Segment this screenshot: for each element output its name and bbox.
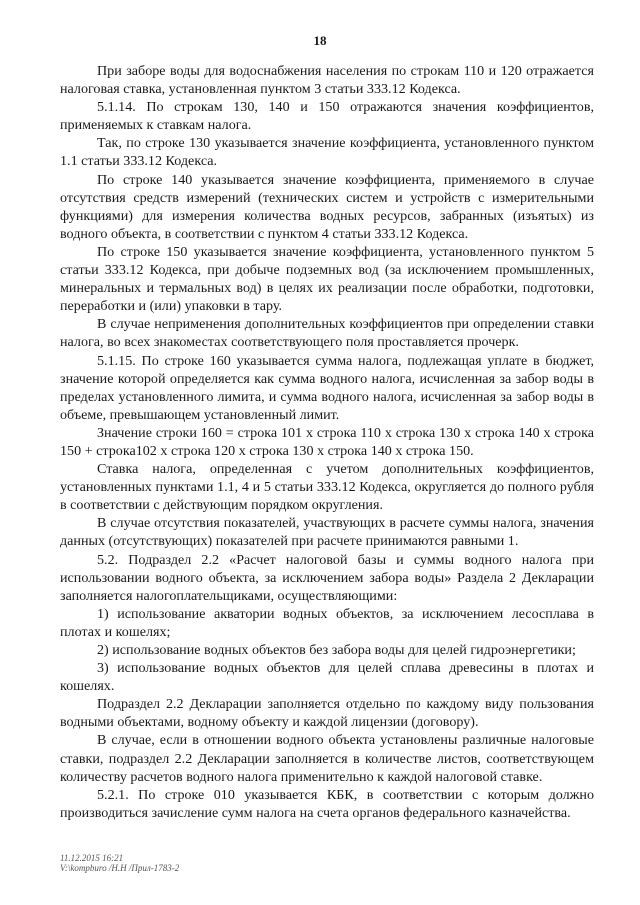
paragraph: 3) использование водных объектов для целей сплава древесины в плотах и кошелях.	[60, 660, 594, 695]
footer-file-path: V:\kompburo /Н.Н /Прил-1783-2	[60, 863, 180, 873]
paragraph: По строке 150 указывается значение коэффициента, установленного пунктом 5 статьи 333.12 Кодекса, при добыче подземных вод (за исключением промышленных, минеральных и термальных вод) в целях их реализации после обработки, подготовки, переработки и (или) упаковки в тару.	[60, 243, 594, 315]
paragraph: Так, по строке 130 указывается значение коэффициента, установленного пунктом 1.1 статьи 333.12 Кодекса.	[60, 135, 594, 170]
document-footer	[60, 853, 179, 873]
paragraph: В случае неприменения дополнительных коэффициентов при определении ставки налога, во всех знакоместах соответствующего поля проставляется прочерк.	[60, 316, 594, 351]
paragraph: 5.1.15. По строке 160 указывается сумма налога, подлежащая уплате в бюджет, значение которой определяется как сумма водного налога, исчисленная за забор воды в пределах установленного лимита, и сумма водного налога, исчисленная за забор воды в объеме, превышающем установленный лимит.	[60, 352, 594, 423]
paragraph: При заборе воды для водоснабжения населения по строкам 110 и 120 отражается налоговая ставка, установленная пунктом 3 статьи 333.12 Кодекса.	[60, 63, 594, 98]
paragraph: По строке 140 указывается значение коэффициента, применяемого в случае отсутствия средств измерений (технических систем и устройств с измерительными функциями) для измерения количества водных ресурсов, забранных (изъятых) из водного объекта, в соответствии с пунктом 4 статьи 333.12 Кодекса.	[60, 171, 594, 242]
document-body	[60, 62, 594, 822]
paragraph: 2) использование водных объектов без забора воды для целей гидроэнергетики;	[97, 642, 576, 658]
footer-timestamp: 11.12.2015 16:21	[60, 853, 124, 863]
paragraph: В случае отсутствия показателей, участвующих в расчете суммы налога, значения данных (отсутствующих) показателей при расчете принимаются равными 1.	[60, 515, 594, 550]
paragraph: 5.2.1. По строке 010 указывается КБК, в соответствии с которым должно производиться зачисление сумм налога на счета органов федерального казначейства.	[60, 786, 594, 821]
paragraph: 5.2. Подраздел 2.2 «Расчет налоговой базы и суммы водного налога при использовании водного объекта, за исключением забора воды» Раздела 2 Декларации заполняется налогоплательщиками, осуществляющими:	[60, 551, 594, 604]
paragraph: Значение строки 160 = строка 101 x строка 110 x строка 130 x строка 140 x строка 150 + строка102 x строка 120 x строка 130 x строка 140 x строка 150.	[60, 424, 594, 459]
paragraph: Подраздел 2.2 Декларации заполняется отдельно по каждому виду пользования водными объектами, водному объекту и каждой лицензии (договору).	[60, 696, 594, 731]
paragraph: В случае, если в отношении водного объекта установлены различные налоговые ставки, подраздел 2.2 Декларации заполняется в количестве листов, соответствующем количеству расчетов водного налога применительно к каждой налоговой ставке.	[60, 732, 594, 785]
paragraph: 5.1.14. По строкам 130, 140 и 150 отражаются значения коэффициентов, применяемых к ставкам налога.	[60, 99, 594, 134]
paragraph: Ставка налога, определенная с учетом дополнительных коэффициентов, установленных пунктами 1.1, 4 и 5 статьи 333.12 Кодекса, округляется до полного рубля в соответствии с действующим порядком округления.	[60, 461, 594, 514]
page-number: 18	[313, 33, 327, 48]
paragraph: 1) использование акватории водных объектов, за исключением лесосплава в плотах и кошелях;	[60, 605, 594, 640]
